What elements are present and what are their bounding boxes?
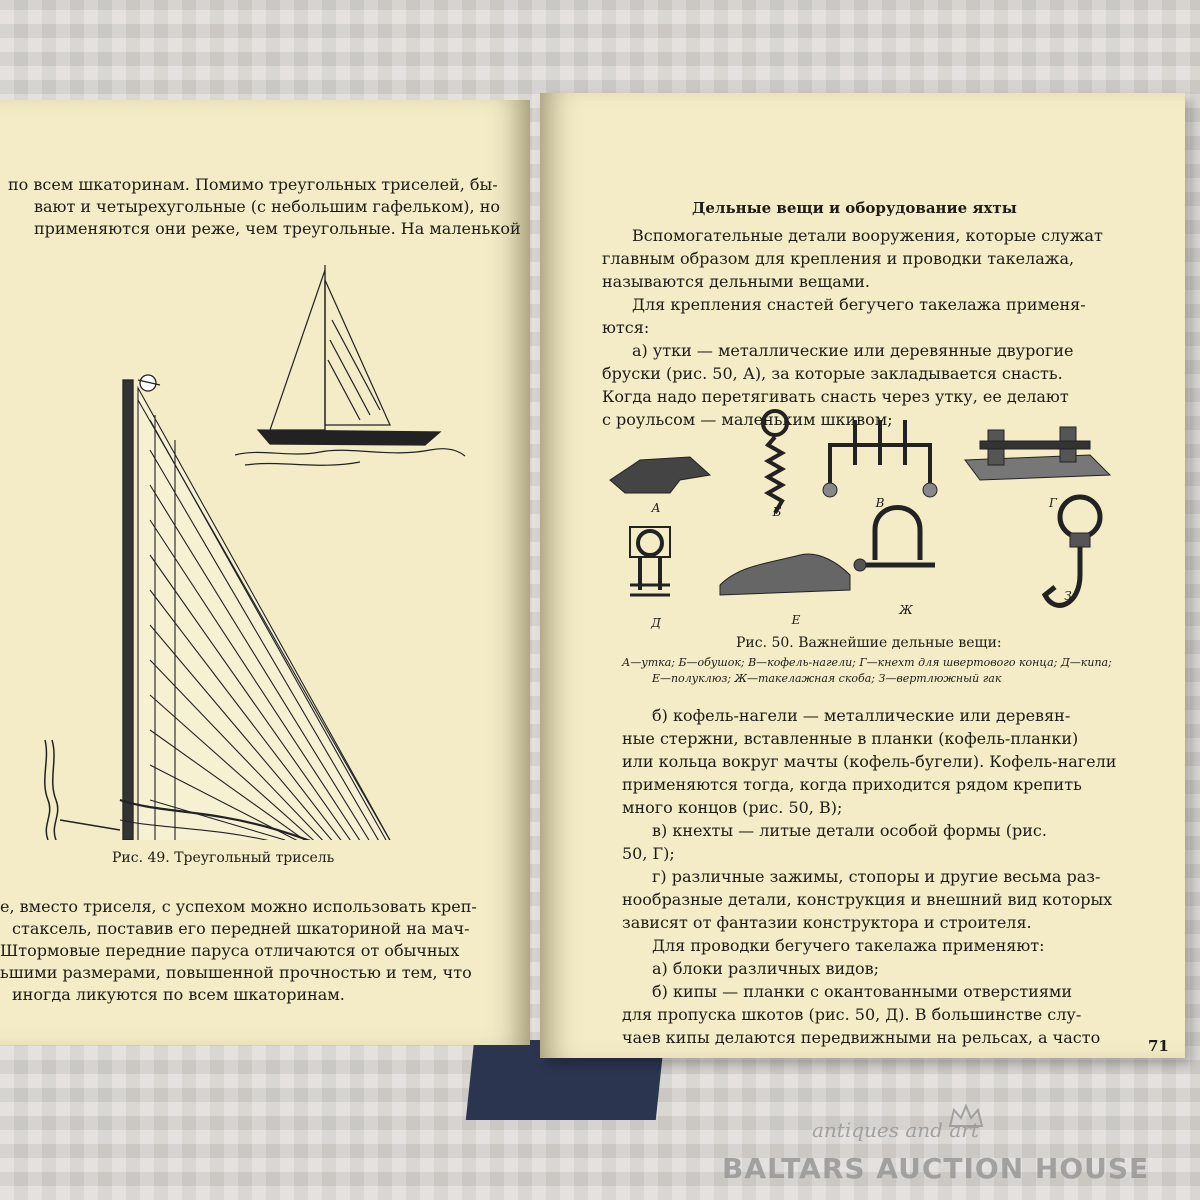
- trysail-illustration: [20, 260, 490, 840]
- right-text-line: применяются тогда, когда приходится рядом крепить: [622, 775, 1082, 794]
- left-text-line: е, вместо триселя, с успехом можно использовать креп-: [0, 897, 477, 916]
- left-text-line: применяются они реже, чем треугольные. На маленькой: [34, 219, 521, 238]
- figure-label-b: Б: [772, 505, 782, 519]
- small-yacht-drawing: [235, 265, 465, 465]
- deck-fittings-illustration: [600, 405, 1170, 637]
- trysail-drawing: [120, 388, 415, 840]
- figure-label-e: Е: [791, 613, 801, 627]
- right-page: [540, 93, 1185, 1058]
- bollard-drawing: [965, 427, 1110, 480]
- figure-label-z: З: [1064, 589, 1072, 603]
- rope-knot-detail: [29, 740, 120, 840]
- left-text-line: по всем шкаторинам. Помимо треугольных триселей, бы-: [8, 175, 498, 194]
- crown-icon: [948, 1102, 984, 1130]
- right-text-line: Когда надо перетягивать снасть через утку, ее делают: [602, 387, 1069, 406]
- right-text-line: бруски (рис. 50, А), за которые закладывается снасть.: [602, 364, 1063, 383]
- figure-50-legend-line: Е—полуклюз; Ж—такелажная скоба; З—вертлюжный гак: [652, 672, 1002, 685]
- watermark-tagline: antiques and art: [812, 1118, 979, 1142]
- shackle-drawing: [854, 508, 935, 572]
- eye-bolt-drawing: [763, 411, 787, 513]
- right-text-line: б) кофель-нагели — металлические или деревян-: [652, 706, 1071, 725]
- right-text-line: с роульсом — маленьким шкивом;: [602, 410, 893, 429]
- right-text-line: Для проводки бегучего такелажа применяют:: [652, 936, 1045, 955]
- figure-label-v: В: [875, 496, 885, 510]
- left-text-line: стаксель, поставив его передней шкаториной на мач-: [12, 919, 470, 938]
- right-text-line: Вспомогательные детали вооружения, которые служат: [632, 226, 1103, 245]
- figure-50-caption: Рис. 50. Важнейшие дельные вещи:: [736, 635, 1002, 651]
- left-text-line: ьшими размерами, повышенной прочностью и тем, что: [0, 963, 472, 982]
- right-text-line: 50, Г);: [622, 844, 675, 863]
- figure-label-a: А: [651, 501, 661, 515]
- right-text-line: а) утки — металлические или деревянные двурогие: [632, 341, 1074, 360]
- right-text-line: в) кнехты — литые детали особой формы (рис.: [652, 821, 1047, 840]
- figure-label-zh: Ж: [899, 603, 913, 617]
- figure-label-d: Д: [651, 616, 661, 630]
- right-text-line: ные стержни, вставленные в планки (кофель-планки): [622, 729, 1079, 748]
- cleat-drawing: [610, 457, 710, 493]
- left-text-line: вают и четырехугольные (с небольшим гафельком), но: [34, 197, 500, 216]
- belaying-pins-drawing: [823, 420, 937, 497]
- half-chock-drawing: [720, 554, 850, 595]
- right-text-line: б) кипы — планки с окантованными отверстиями: [652, 982, 1073, 1001]
- figure-49-caption: Рис. 49. Треугольный трисель: [112, 850, 335, 866]
- figure-50-legend-line: А—утка; Б—обушок; В—кофель-нагели; Г—кнехт для швертового конца; Д—кипа;: [622, 656, 1112, 669]
- left-page: [0, 100, 530, 1045]
- right-text-line: зависят от фантазии конструктора и строителя.: [622, 913, 1032, 932]
- right-text-line: нообразные детали, конструкция и внешний вид которых: [622, 890, 1113, 909]
- right-text-line: для пропуска шкотов (рис. 50, Д). В большинстве слу-: [622, 1005, 1082, 1024]
- section-heading: Дельные вещи и оборудование яхты: [692, 199, 1017, 217]
- right-text-line: называются дельными вещами.: [602, 272, 871, 291]
- left-text-line: иногда ликуются по всем шкаторинам.: [12, 985, 345, 1004]
- right-text-line: много концов (рис. 50, В);: [622, 798, 843, 817]
- fairlead-drawing: [630, 527, 670, 595]
- right-text-line: чаев кипы делаются передвижными на рельсах, а часто: [622, 1028, 1101, 1047]
- right-text-line: Для крепления снастей бегучего такелажа применя-: [632, 295, 1086, 314]
- right-text-line: главным образом для крепления и проводки такелажа,: [602, 249, 1075, 268]
- left-text-line: Штормовые передние паруса отличаются от обычных: [0, 941, 460, 960]
- right-text-line: или кольца вокруг мачты (кофель-бугели). Кофель-нагели: [622, 752, 1117, 771]
- watermark-brand: BALTARS AUCTION HOUSE: [722, 1152, 1150, 1185]
- right-text-line: ются:: [602, 318, 650, 337]
- page-number: 71: [1148, 1037, 1169, 1055]
- right-text-line: а) блоки различных видов;: [652, 959, 880, 978]
- right-text-line: г) различные зажимы, стопоры и другие весьма раз-: [652, 867, 1101, 886]
- figure-label-g: Г: [1049, 496, 1057, 510]
